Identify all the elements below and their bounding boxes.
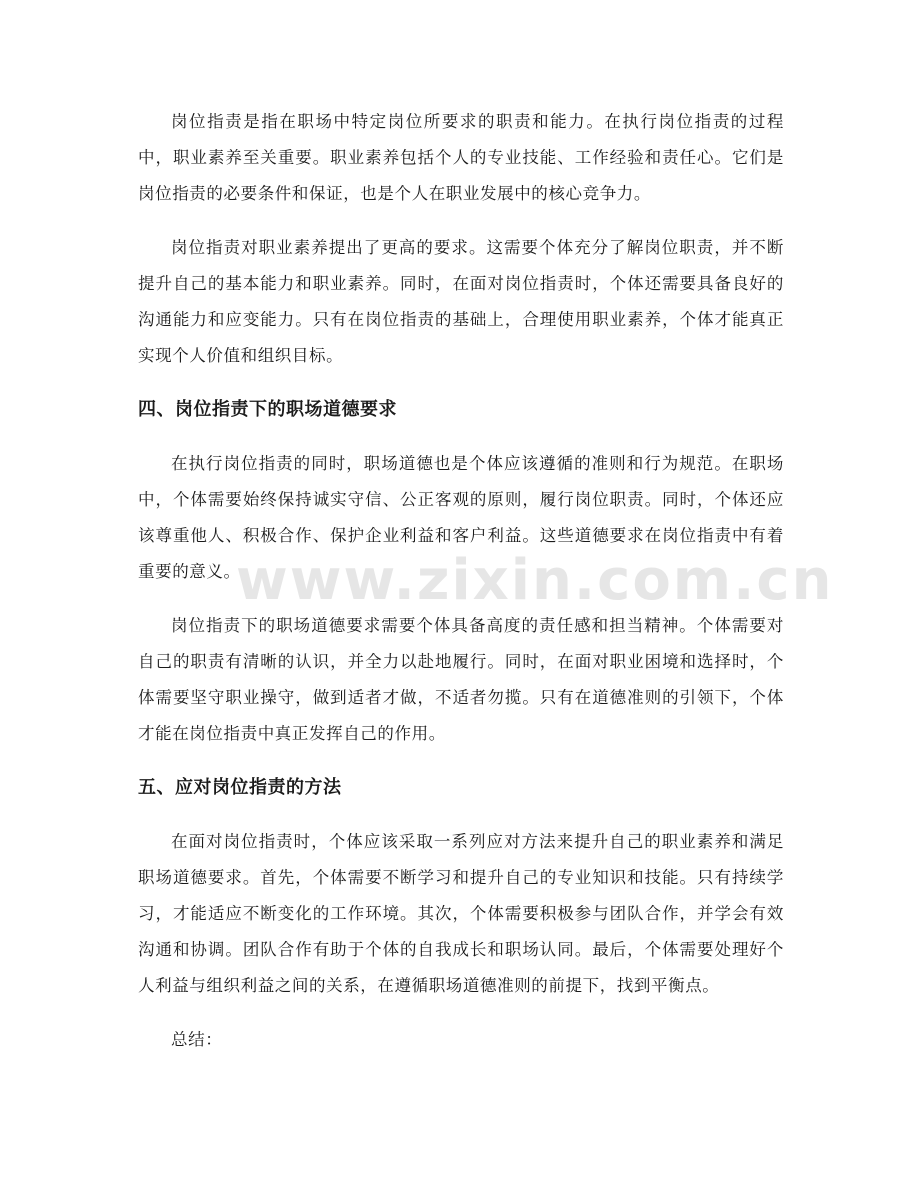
section-5-heading: 五、应对岗位指责的方法 [138,777,342,798]
section-4-heading: 四、岗位指责下的职场道德要求 [138,399,397,420]
document-body [138,104,784,1058]
section-5-paragraph-1: 在面对岗位指责时，个体应该采取一系列应对方法来提升自己的职业素养和满足职场道德要求。首先，个体需要不断学习和提升自己的专业知识和技能。只有持续学习，才能适应不断变化的工作环境。其次，个体需要积极参与团队合作，并学会有效沟通和协调。团队合作有助于个体的自我成长和职场认同。最后，个体需要处理好个人利益与组织利益之间的关系，在遵循职场道德准则的前提下，找到平衡点。 [138,832,784,995]
summary-label: 总结： [171,1030,223,1049]
watermark: www.zixin.com.cn [236,548,834,613]
section-4-paragraph-2: 岗位指责下的职场道德要求需要个体具备高度的责任感和担当精神。个体需要对自己的职责有清晰的认识，并全力以赴地履行。同时，在面对职业困境和选择时，个体需要坚守职业操守，做到适者才做，不适者勿揽。只有在道德准则的引领下，个体才能在岗位指责中真正发挥自己的作用。 [138,616,784,743]
intro-paragraph-1: 岗位指责是指在职场中特定岗位所要求的职责和能力。在执行岗位指责的过程中，职业素养至关重要。职业素养包括个人的专业技能、工作经验和责任心。它们是岗位指责的必要条件和保证，也是个人在职业发展中的核心竞争力。 [138,112,784,203]
intro-paragraph-2: 岗位指责对职业素养提出了更高的要求。这需要个体充分了解岗位职责，并不断提升自己的基本能力和职业素养。同时，在面对岗位指责时，个体还需要具备良好的沟通能力和应变能力。只有在岗位指责的基础上，合理使用职业素养，个体才能真正实现个人价值和组织目标。 [138,238,784,365]
section-4-paragraph-1: 在执行岗位指责的同时，职场道德也是个体应该遵循的准则和行为规范。在职场中，个体需要始终保持诚实守信、公正客观的原则，履行岗位职责。同时，个体还应该尊重他人、积极合作、保护企业利益和客户利益。这些道德要求在岗位指责中有着重要的意义。 [138,454,784,581]
